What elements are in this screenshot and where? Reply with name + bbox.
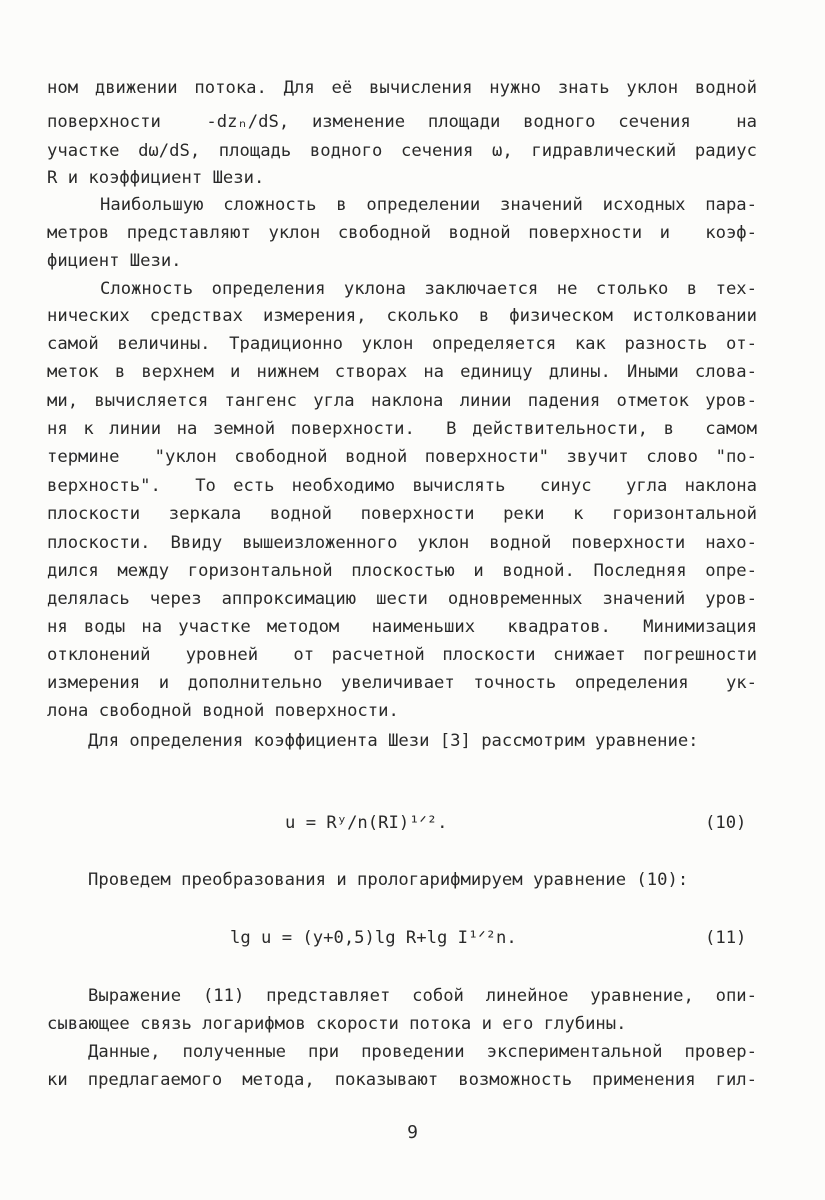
text-line: верхность". То есть необходимо вычислять синус угла наклона	[47, 476, 757, 496]
text-line: самой величины. Традиционно уклон определяется как разность от-	[47, 334, 757, 354]
text-line: ня к линии на земной поверхности. В действительности, в самом	[47, 419, 757, 439]
text-line: делялась через аппроксимацию шести одновременных значений уров-	[47, 589, 757, 609]
text-line: поверхности -dzₙ/dS, изменение площади водного сечения на	[47, 112, 757, 132]
text-line: меток в верхнем и нижнем створах на единицу длины. Иными слова-	[47, 362, 757, 382]
text-line: R и коэффициент Шези.	[47, 168, 265, 188]
text-line: лона свободной водной поверхности.	[47, 701, 399, 721]
text-line: ном движении потока. Для её вычисления нужно знать уклон водной	[47, 78, 757, 98]
text-line: Для определения коэффициента Шези [3] рассмотрим уравнение:	[88, 731, 699, 751]
text-line: ки предлагаемого метода, показывают возможность применения гил-	[47, 1070, 757, 1090]
page-number: 9	[407, 1122, 418, 1143]
text-line: термине "уклон свободной водной поверхности" звучит слово "по-	[47, 447, 757, 467]
text-line: Наибольшую сложность в определении значений исходных пара-	[100, 195, 757, 215]
text-line: плоскости зеркала водной поверхности реки к горизонтальной	[47, 504, 757, 524]
equation-formula: lg u = (y+0,5)lg R+lg I¹ᐟ²n.	[230, 928, 517, 948]
text-line: плоскости. Ввиду вышеизложенного уклон водной поверхности нахо-	[47, 533, 757, 553]
text-line: сывающее связь логарифмов скорости потока и его глубины.	[47, 1014, 627, 1034]
equation-number: (11)	[705, 928, 747, 948]
text-line: нических средствах измерения, сколько в физическом истолковании	[47, 306, 757, 326]
text-line: дился между горизонтальной плоскостью и водной. Последняя опре-	[47, 561, 757, 581]
text-line: Сложность определения уклона заключается не столько в тех-	[100, 279, 757, 299]
text-line: ми, вычисляется тангенс угла наклона линии падения отметок уров-	[47, 391, 757, 411]
equation-number: (10)	[705, 813, 747, 833]
text-line: отклонений уровней от расчетной плоскости снижает погрешности	[47, 645, 757, 665]
text-line: участке dω/dS, площадь водного сечения ω, гидравлический радиус	[47, 141, 757, 161]
equation-formula: u = Rʸ/n(RI)¹ᐟ².	[285, 813, 448, 833]
text-line: Проведем преобразования и прологарифмируем уравнение (10):	[88, 870, 689, 890]
text-line: метров представляют уклон свободной водной поверхности и коэф-	[47, 223, 757, 243]
text-line: измерения и дополнительно увеличивает точность определения ук-	[47, 673, 757, 693]
text-line: фициент Шези.	[47, 251, 182, 271]
text-line: Данные, полученные при проведении экспериментальной провер-	[88, 1042, 757, 1062]
text-line: Выражение (11) представляет собой линейное уравнение, опи-	[88, 986, 757, 1006]
text-line: ня воды на участке методом наименьших квадратов. Минимизация	[47, 617, 757, 637]
